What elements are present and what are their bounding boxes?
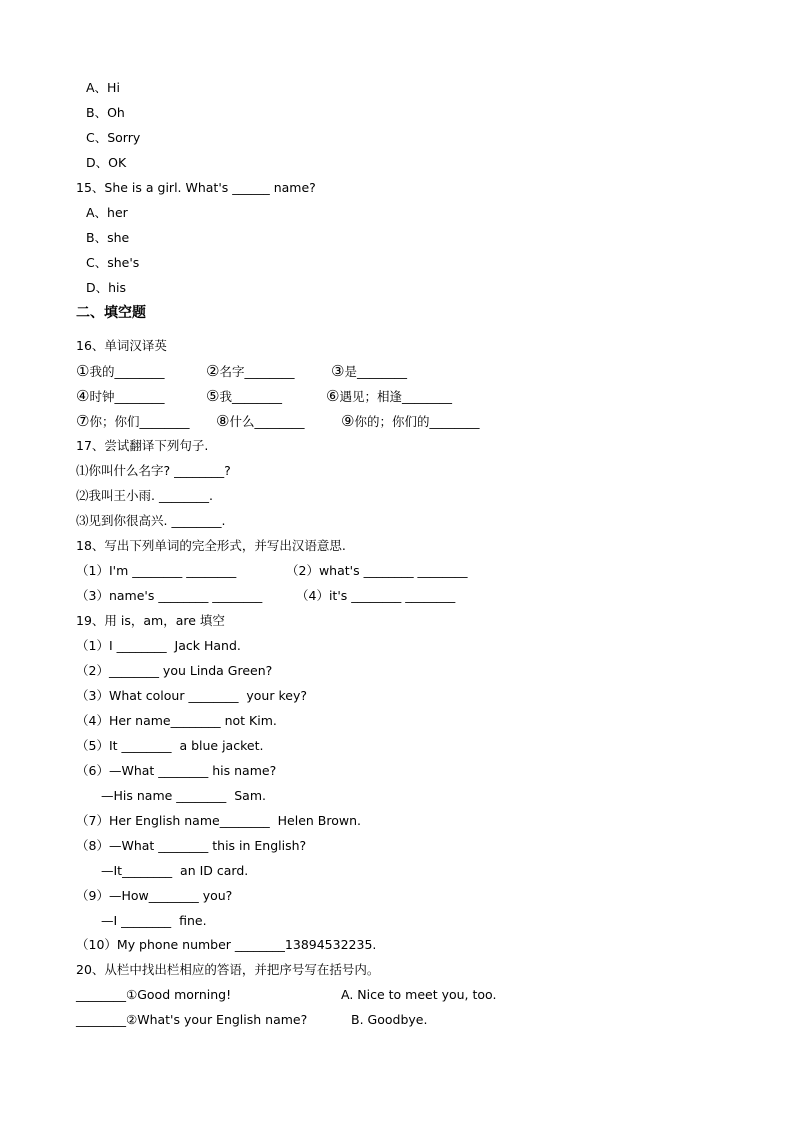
q16-stem: 16、单词汉译英 bbox=[76, 338, 167, 353]
section-title: 二、填空题 bbox=[76, 305, 146, 321]
q17-sentence-2: ⑵我叫王小雨. ________. bbox=[76, 488, 213, 503]
q16-item-9: ⑨你的；你们的________ bbox=[341, 412, 480, 430]
q15-option-d: D、his bbox=[86, 280, 127, 295]
q18-part-1: （1）I'm ________ ________ bbox=[76, 563, 237, 578]
circled-number-3: ③ bbox=[331, 362, 345, 380]
q19-sentence-6a: （6）—What ________ his name? bbox=[76, 763, 277, 778]
q20-row-2-left: ________②What's your English name? bbox=[76, 1012, 308, 1027]
q20-row-1-left: ________①Good morning! bbox=[76, 987, 232, 1002]
q15-option-c: C、she's bbox=[86, 255, 140, 270]
q18-stem: 18、写出下列单词的完全形式，并写出汉语意思. bbox=[76, 538, 346, 553]
circled-number-1: ① bbox=[76, 362, 90, 380]
circled-number-2: ② bbox=[206, 362, 220, 380]
circled-number-7: ⑦ bbox=[76, 412, 90, 430]
q18-part-2: （2）what's ________ ________ bbox=[286, 563, 468, 578]
circled-number-8: ⑧ bbox=[216, 412, 230, 430]
q20-stem: 20、从栏中找出栏相应的答语，并把序号写在括号内。 bbox=[76, 962, 380, 977]
q19-sentence-7: （7）Her English name________ Helen Brown. bbox=[76, 813, 362, 828]
q16-item-8: ⑧什么________ bbox=[216, 412, 305, 430]
q14-option-d: D、OK bbox=[86, 155, 127, 170]
q19-sentence-8a: （8）—What ________ this in English? bbox=[76, 838, 307, 853]
q19-sentence-4: （4）Her name________ not Kim. bbox=[76, 713, 277, 728]
q14-option-c: C、Sorry bbox=[86, 130, 141, 145]
q14-option-b: B、Oh bbox=[86, 105, 125, 120]
q17-sentence-1: ⑴你叫什么名字? ________? bbox=[76, 463, 231, 478]
q16-item-5: ⑤我________ bbox=[206, 387, 282, 405]
q16-item-7: ⑦你；你们________ bbox=[76, 412, 190, 430]
q19-stem: 19、用 is，am，are 填空 bbox=[76, 613, 225, 628]
q17-sentence-3: ⑶见到你很高兴. ________. bbox=[76, 513, 226, 528]
q15-stem: 15、She is a girl. What's ______ name? bbox=[76, 180, 316, 195]
q14-option-a: A、Hi bbox=[86, 80, 120, 95]
q20-row-1-right: A. Nice to meet you, too. bbox=[341, 987, 497, 1002]
q16-item-6: ⑥遇见；相逢________ bbox=[326, 387, 452, 405]
q16-item-1: ①我的________ bbox=[76, 362, 165, 380]
circled-number-9: ⑨ bbox=[341, 412, 355, 430]
q16-item-4: ④时钟________ bbox=[76, 387, 165, 405]
q19-sentence-6b: —His name ________ Sam. bbox=[101, 788, 266, 803]
circled-number-6: ⑥ bbox=[326, 387, 340, 405]
q18-part-3: （3）name's ________ ________ bbox=[76, 588, 263, 603]
q18-part-4: （4）it's ________ ________ bbox=[296, 588, 456, 603]
q19-sentence-1: （1）I ________ Jack Hand. bbox=[76, 638, 241, 653]
q17-stem: 17、尝试翻译下列句子. bbox=[76, 438, 209, 453]
q16-item-2: ②名字________ bbox=[206, 362, 295, 380]
q19-sentence-9a: （9）—How________ you? bbox=[76, 888, 233, 903]
q19-sentence-10: （10）My phone number ________13894532235. bbox=[76, 937, 377, 952]
q19-sentence-5: （5）It ________ a blue jacket. bbox=[76, 738, 264, 753]
q19-sentence-8b: —It________ an ID card. bbox=[101, 863, 249, 878]
q15-option-a: A、her bbox=[86, 205, 128, 220]
q19-sentence-9b: —I ________ fine. bbox=[101, 913, 207, 928]
circled-number-4: ④ bbox=[76, 387, 90, 405]
q15-option-b: B、she bbox=[86, 230, 130, 245]
q20-row-2-right: B. Goodbye. bbox=[351, 1012, 428, 1027]
q19-sentence-3: （3）What colour ________ your key? bbox=[76, 688, 307, 703]
q16-item-3: ③是________ bbox=[331, 362, 407, 380]
q19-sentence-2: （2）________ you Linda Green? bbox=[76, 663, 273, 678]
circled-number-5: ⑤ bbox=[206, 387, 220, 405]
